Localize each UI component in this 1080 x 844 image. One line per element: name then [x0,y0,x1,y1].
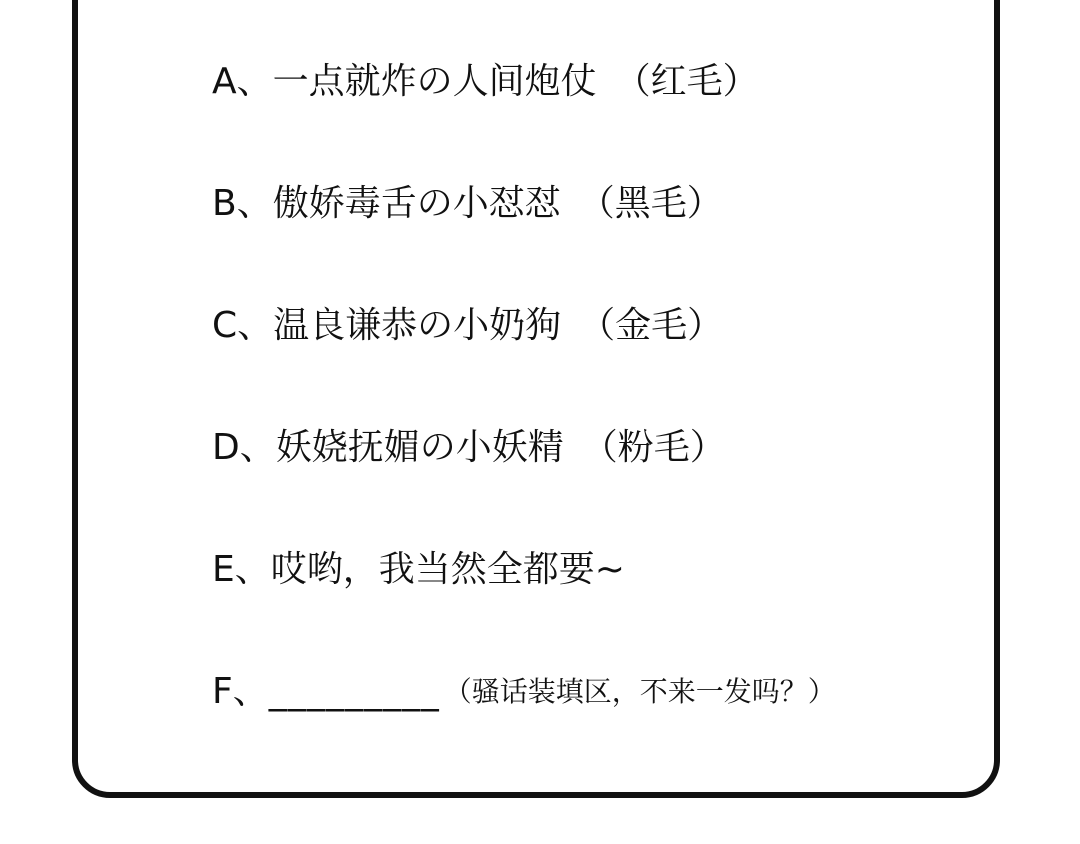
fill-in-blank[interactable]: _________ [268,671,440,712]
option-note: （红毛） [614,61,759,102]
option-text: 妖娆抚媚の小妖精 [275,427,564,468]
option-letter: C、 [212,305,274,346]
option-letter: E、 [212,549,271,590]
option-d[interactable] [212,416,836,538]
option-text: 哎哟，我当然全都要~ [270,549,625,590]
option-note: （骚话装填区，不来一发吗？） [443,675,836,708]
option-note: （黑毛） [578,183,723,224]
option-note: （粉毛） [581,427,726,468]
option-a[interactable] [212,50,836,172]
option-list [212,50,836,782]
option-c[interactable] [212,294,836,416]
option-text: 温良谦恭の小奶狗 [273,305,562,346]
option-text: 一点就炸の人间炮仗 [272,61,597,102]
option-text: 傲娇毒舌の小怼怼 [272,183,561,224]
option-letter: D、 [212,427,276,468]
option-e[interactable] [212,538,836,660]
option-letter: B、 [212,183,273,224]
option-letter: A、 [212,61,273,102]
option-letter: F、 [212,671,269,712]
option-b[interactable] [212,172,836,294]
option-note: （金毛） [579,305,724,346]
option-f[interactable] [212,660,836,782]
